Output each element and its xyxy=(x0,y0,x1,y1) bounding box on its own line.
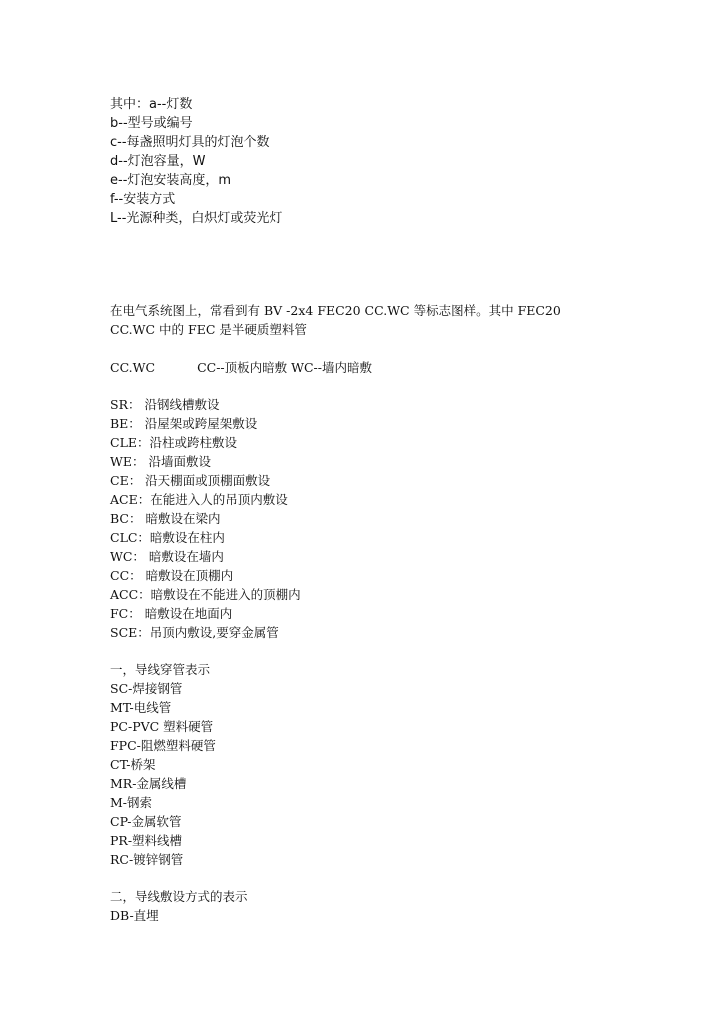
laying-method-item: FC： 暗敷设在地面内 xyxy=(110,606,233,621)
legend-line-a: 其中：a--灯数 xyxy=(110,97,193,112)
laying-item: DB-直埋 xyxy=(110,908,159,923)
legend-line-b: b--型号或编号 xyxy=(110,116,193,131)
laying-method-item: SR： 沿钢线槽敷设 xyxy=(110,397,220,412)
conduit-item: MT-电线管 xyxy=(110,700,172,715)
laying-method-item: CLC：暗敷设在柱内 xyxy=(110,530,225,545)
laying-method-item: WC： 暗敷设在墙内 xyxy=(110,549,224,564)
ccwc-line xyxy=(110,358,372,377)
conduit-item: CP-金属软管 xyxy=(110,814,182,829)
intro-paragraph-line-1: 在电气系统图上，常看到有 BV -2x4 FEC20 CC.WC 等标志图样。其中 FEC20 xyxy=(110,303,561,318)
legend-line-f: f--安装方式 xyxy=(110,192,176,207)
conduit-item: PC-PVC 塑料硬管 xyxy=(110,719,214,734)
laying-method-item: ACE：在能进入人的吊顶内敷设 xyxy=(110,492,288,507)
legend-line-l: L--光源种类，白炽灯或荧光灯 xyxy=(110,211,283,226)
laying-method-item: CLE：沿柱或跨柱敷设 xyxy=(110,435,237,450)
laying-section-heading: 二，导线敷设方式的表示 xyxy=(110,889,248,904)
laying-method-item: BE： 沿屋架或跨屋架敷设 xyxy=(110,416,258,431)
legend-line-d: d--灯泡容量，W xyxy=(110,154,206,169)
conduit-section-heading: 一，导线穿管表示 xyxy=(110,662,211,677)
laying-method-item: SCE：吊顶内敷设,要穿金属管 xyxy=(110,625,279,640)
ccwc-code: CC.WC xyxy=(110,360,156,375)
laying-method-item: CC： 暗敷设在顶棚内 xyxy=(110,568,234,583)
conduit-item: FPC-阻燃塑料硬管 xyxy=(110,738,216,753)
ccwc-description: CC--顶板内暗敷 WC--墙内暗敷 xyxy=(197,360,372,375)
legend-line-e: e--灯泡安装高度，m xyxy=(110,173,232,188)
conduit-item: CT-桥架 xyxy=(110,757,156,772)
conduit-item: RC-镀锌钢管 xyxy=(110,852,184,867)
laying-method-item: BC： 暗敷设在梁内 xyxy=(110,511,221,526)
legend-line-c: c--每盏照明灯具的灯泡个数 xyxy=(110,135,270,150)
intro-paragraph-line-2: CC.WC 中的 FEC 是半硬质塑料管 xyxy=(110,322,307,337)
laying-method-item: ACC：暗敷设在不能进入的顶棚内 xyxy=(110,587,301,602)
conduit-item: PR-塑料线槽 xyxy=(110,833,183,848)
conduit-item: MR-金属线槽 xyxy=(110,776,187,791)
conduit-item: M-钢索 xyxy=(110,795,153,810)
laying-method-item: CE： 沿天棚面或顶棚面敷设 xyxy=(110,473,271,488)
conduit-item: SC-焊接钢管 xyxy=(110,681,183,696)
laying-method-item: WE： 沿墙面敷设 xyxy=(110,454,211,469)
